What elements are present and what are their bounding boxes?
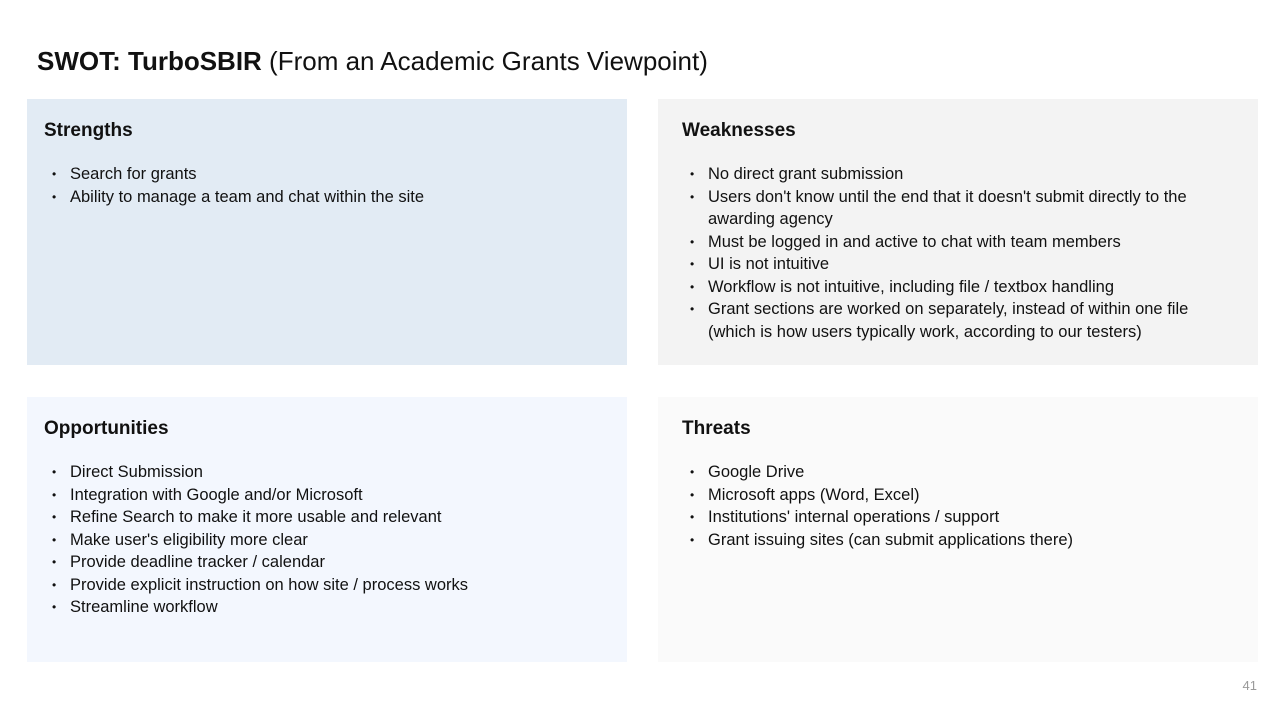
list-item: • Integration with Google and/or Microsoft xyxy=(44,484,607,507)
list-item: • No direct grant submission xyxy=(682,163,1238,186)
page-number: 41 xyxy=(1242,678,1257,693)
threats-heading: Threats xyxy=(682,418,751,439)
list-item: • Grant issuing sites (can submit applications there) xyxy=(682,529,1238,552)
strengths-list xyxy=(44,163,607,208)
opportunities-heading: Opportunities xyxy=(44,418,169,439)
list-item: • Grant sections are worked on separately, instead of within one file (which is how users typically work, according to our testers) xyxy=(682,298,1238,343)
strengths-heading: Strengths xyxy=(44,120,133,141)
list-item: • Institutions' internal operations / support xyxy=(682,506,1238,529)
opportunities-list xyxy=(44,461,607,619)
list-item: • Make user's eligibility more clear xyxy=(44,529,607,552)
list-item: • Provide deadline tracker / calendar xyxy=(44,551,607,574)
strengths-panel xyxy=(27,99,627,365)
list-item: • Search for grants xyxy=(44,163,607,186)
weaknesses-heading: Weaknesses xyxy=(682,120,796,141)
list-item: • Must be logged in and active to chat with team members xyxy=(682,231,1238,254)
list-item: • Refine Search to make it more usable and relevant xyxy=(44,506,607,529)
list-item: • Direct Submission xyxy=(44,461,607,484)
list-item: • Ability to manage a team and chat within the site xyxy=(44,186,607,209)
threats-list xyxy=(682,461,1238,551)
weaknesses-panel xyxy=(658,99,1258,365)
list-item: • Microsoft apps (Word, Excel) xyxy=(682,484,1238,507)
list-item: • Google Drive xyxy=(682,461,1238,484)
list-item: • UI is not intuitive xyxy=(682,253,1238,276)
slide-title xyxy=(37,44,708,78)
slide-title-bold: SWOT: TurboSBIR xyxy=(37,46,262,76)
threats-panel xyxy=(658,397,1258,662)
list-item: • Users don't know until the end that it doesn't submit directly to the awarding agency xyxy=(682,186,1238,231)
list-item: • Provide explicit instruction on how site / process works xyxy=(44,574,607,597)
list-item: • Streamline workflow xyxy=(44,596,607,619)
weaknesses-list xyxy=(682,163,1238,343)
opportunities-panel xyxy=(27,397,627,662)
slide-title-rest: (From an Academic Grants Viewpoint) xyxy=(261,46,708,76)
list-item: • Workflow is not intuitive, including file / textbox handling xyxy=(682,276,1238,299)
